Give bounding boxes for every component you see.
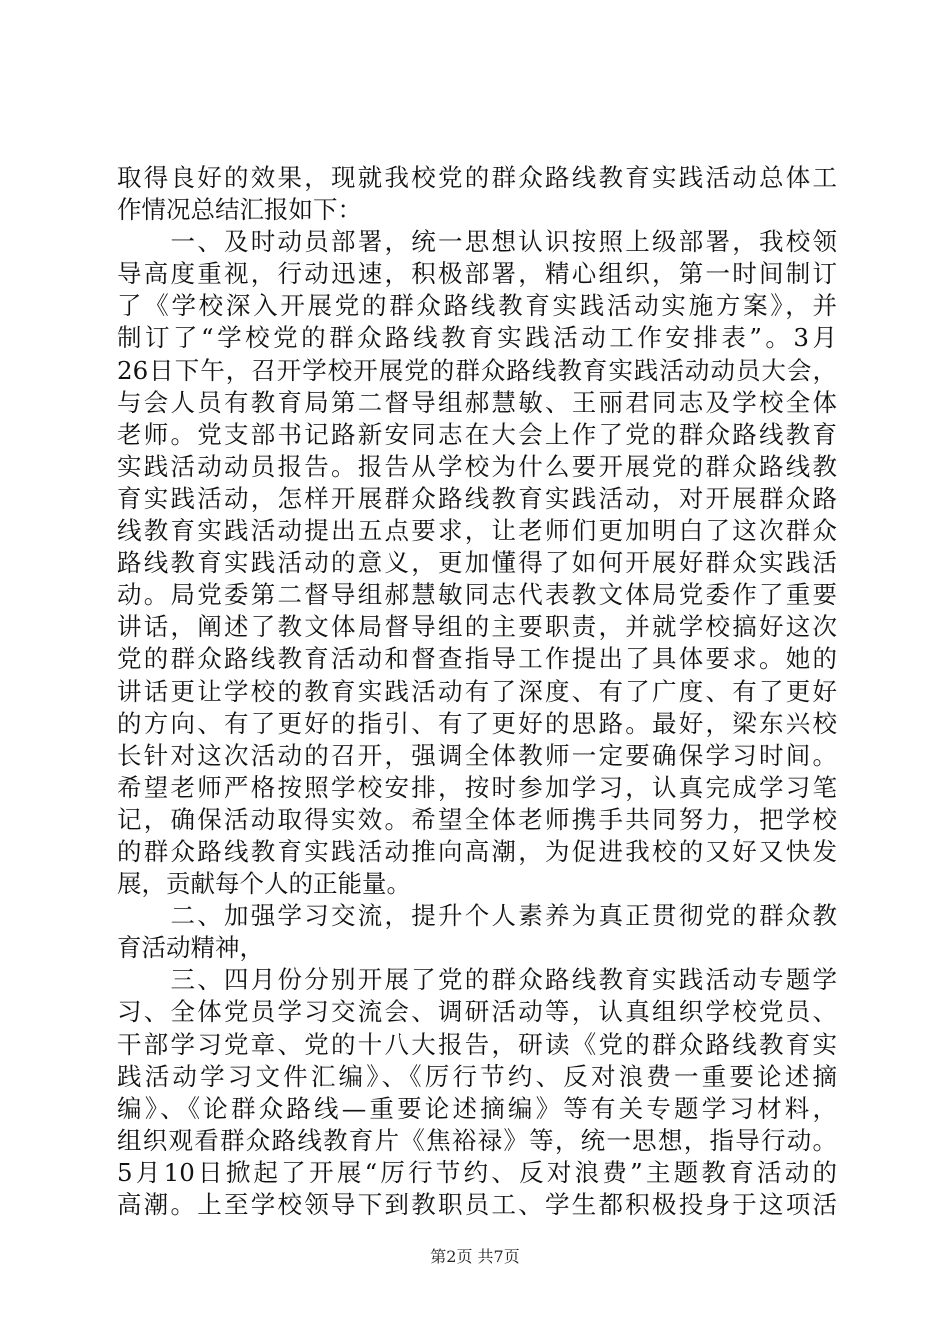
text-line: 育实践活动，怎样开展群众路线教育实践活动，对开展群众路 (117, 483, 837, 513)
text-line: 编》、《论群众路线—重要论述摘编》等有关专题学习材料， (117, 1093, 837, 1123)
text-line: 线教育实践活动提出五点要求，让老师们更加明白了这次群众 (117, 516, 837, 546)
text-line: 取得良好的效果，现就我校党的群众路线教育实践活动总体工 (117, 163, 837, 192)
text-line: 一、及时动员部署，统一思想认识按照上级部署，我校领 (117, 227, 837, 257)
text-line: 干部学习党章、党的十八大报告，研读《党的群众路线教育实 (117, 1029, 837, 1059)
text-line: 三、四月份分别开展了党的群众路线教育实践活动专题学 (117, 965, 837, 995)
text-line: 践活动学习文件汇编》、《厉行节约、反对浪费一重要论述摘 (117, 1061, 837, 1091)
text-line: 习、全体党员学习交流会、调研活动等，认真组织学校党员、 (117, 997, 837, 1027)
text-line: 26日下午，召开学校开展党的群众路线教育实践活动动员大会， (117, 355, 837, 385)
document-body (117, 162, 837, 1221)
text-line: 党的群众路线教育活动和督查指导工作提出了具体要求。她的 (117, 644, 837, 674)
text-line: 的群众路线教育实践活动推向高潮，为促进我校的又好又快发 (117, 836, 837, 866)
text-line: 制订了“学校党的群众路线教育实践活动工作安排表”。3月 (117, 323, 837, 353)
text-line: 二、加强学习交流，提升个人素养为真正贯彻党的群众教 (117, 901, 837, 931)
text-line: 展，贡献每个人的正能量。 (117, 869, 411, 899)
text-line: 了《学校深入开展党的群众路线教育实践活动实施方案》，并 (117, 291, 837, 321)
text-line: 路线教育实践活动的意义，更加懂得了如何开展好群众实践活 (117, 548, 837, 578)
text-line: 育活动精神， (117, 933, 264, 963)
text-line: 讲话更让学校的教育实践活动有了深度、有了广度、有了更好 (117, 676, 837, 706)
text-line: 作情况总结汇报如下： (117, 195, 362, 225)
text-line: 实践活动动员报告。报告从学校为什么要开展党的群众路线教 (117, 451, 837, 481)
text-line: 导高度重视，行动迅速，积极部署，精心组织，第一时间制订 (117, 259, 837, 289)
page-number-label: 第2页 共7页 (430, 1247, 520, 1266)
text-line: 讲话，阐述了教文体局督导组的主要职责，并就学校搞好这次 (117, 612, 837, 642)
text-line: 5月10日掀起了开展“厉行节约、反对浪费”主题教育活动的 (117, 1157, 837, 1187)
text-line: 希望老师严格按照学校安排，按时参加学习，认真完成学习笔 (117, 772, 837, 802)
text-line: 长针对这次活动的召开，强调全体教师一定要确保学习时间。 (117, 740, 837, 770)
page-footer (0, 1244, 950, 1267)
text-line: 高潮。上至学校领导下到教职员工、学生都积极投身于这项活 (117, 1190, 837, 1219)
text-line: 老师。党支部书记路新安同志在大会上作了党的群众路线教育 (117, 419, 837, 449)
text-line: 动。局党委第二督导组郝慧敏同志代表教文体局党委作了重要 (117, 580, 837, 610)
text-line: 组织观看群众路线教育片《焦裕禄》等，统一思想，指导行动。 (117, 1125, 837, 1155)
text-line: 与会人员有教育局第二督导组郝慧敏、王丽君同志及学校全体 (117, 387, 837, 417)
text-line: 的方向、有了更好的指引、有了更好的思路。最好，梁东兴校 (117, 708, 837, 738)
text-line: 记，确保活动取得实效。希望全体老师携手共同努力，把学校 (117, 804, 837, 834)
